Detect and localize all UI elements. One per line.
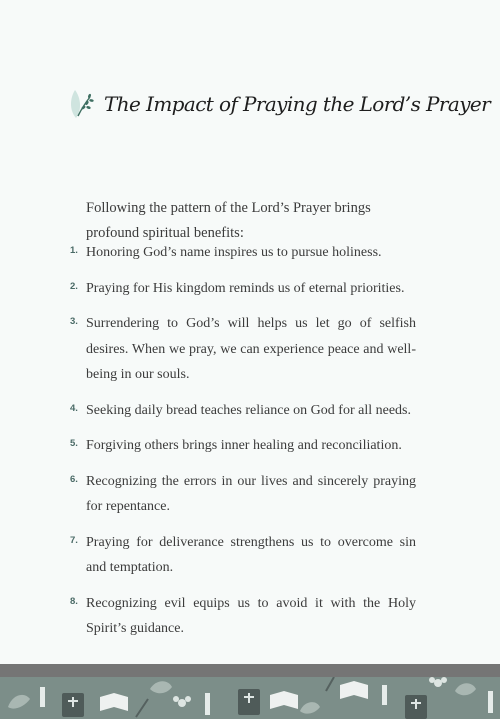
list-number: 2. xyxy=(70,280,78,292)
list-item-text: Recognizing evil equips us to avoid it with the Holy Spirit’s guidance. xyxy=(86,595,416,636)
intro-paragraph: Following the pattern of the Lord’s Prayer brings profound spiritual benefits: xyxy=(86,199,371,241)
list-number: 6. xyxy=(70,473,78,485)
list-item-text: Seeking daily bread teaches reliance on God for all needs. xyxy=(86,402,411,418)
section-heading xyxy=(66,84,491,124)
list-item xyxy=(70,240,416,266)
list-item-text: Praying for His kingdom reminds us of eternal priorities. xyxy=(86,280,405,296)
list-item-text: Honoring God’s name inspires us to pursue holiness. xyxy=(86,245,382,260)
leaf-sprig-icon xyxy=(66,86,102,122)
page-title: The Impact of Praying the Lord’s Prayer xyxy=(104,92,491,116)
footer-band xyxy=(0,664,500,677)
list-item xyxy=(70,276,416,302)
list-item-text: Forgiving others brings inner healing and reconciliation. xyxy=(86,438,402,453)
decorative-footer xyxy=(0,664,500,719)
list-number: 8. xyxy=(70,595,78,607)
benefits-list xyxy=(70,240,416,652)
list-item-text: Recognizing the errors in our lives and sincerely praying for repentance. xyxy=(86,473,416,514)
list-item xyxy=(70,591,416,642)
list-number: 5. xyxy=(70,438,78,449)
list-item-text: Surrendering to God’s will helps us let go of selfish desires. When we pray, we can experience peace and well-being in our souls. xyxy=(86,316,416,382)
footer-pattern xyxy=(0,677,500,719)
list-item-text: Praying for deliverance strengthens us to overcome sin and temptation. xyxy=(86,534,416,575)
list-number: 7. xyxy=(70,534,78,546)
list-item xyxy=(70,311,416,388)
list-item xyxy=(70,469,416,520)
list-item xyxy=(70,433,416,459)
list-number: 4. xyxy=(70,402,78,414)
list-number: 3. xyxy=(70,316,78,327)
list-item xyxy=(70,398,416,424)
list-item xyxy=(70,530,416,581)
list-number: 1. xyxy=(70,245,78,256)
